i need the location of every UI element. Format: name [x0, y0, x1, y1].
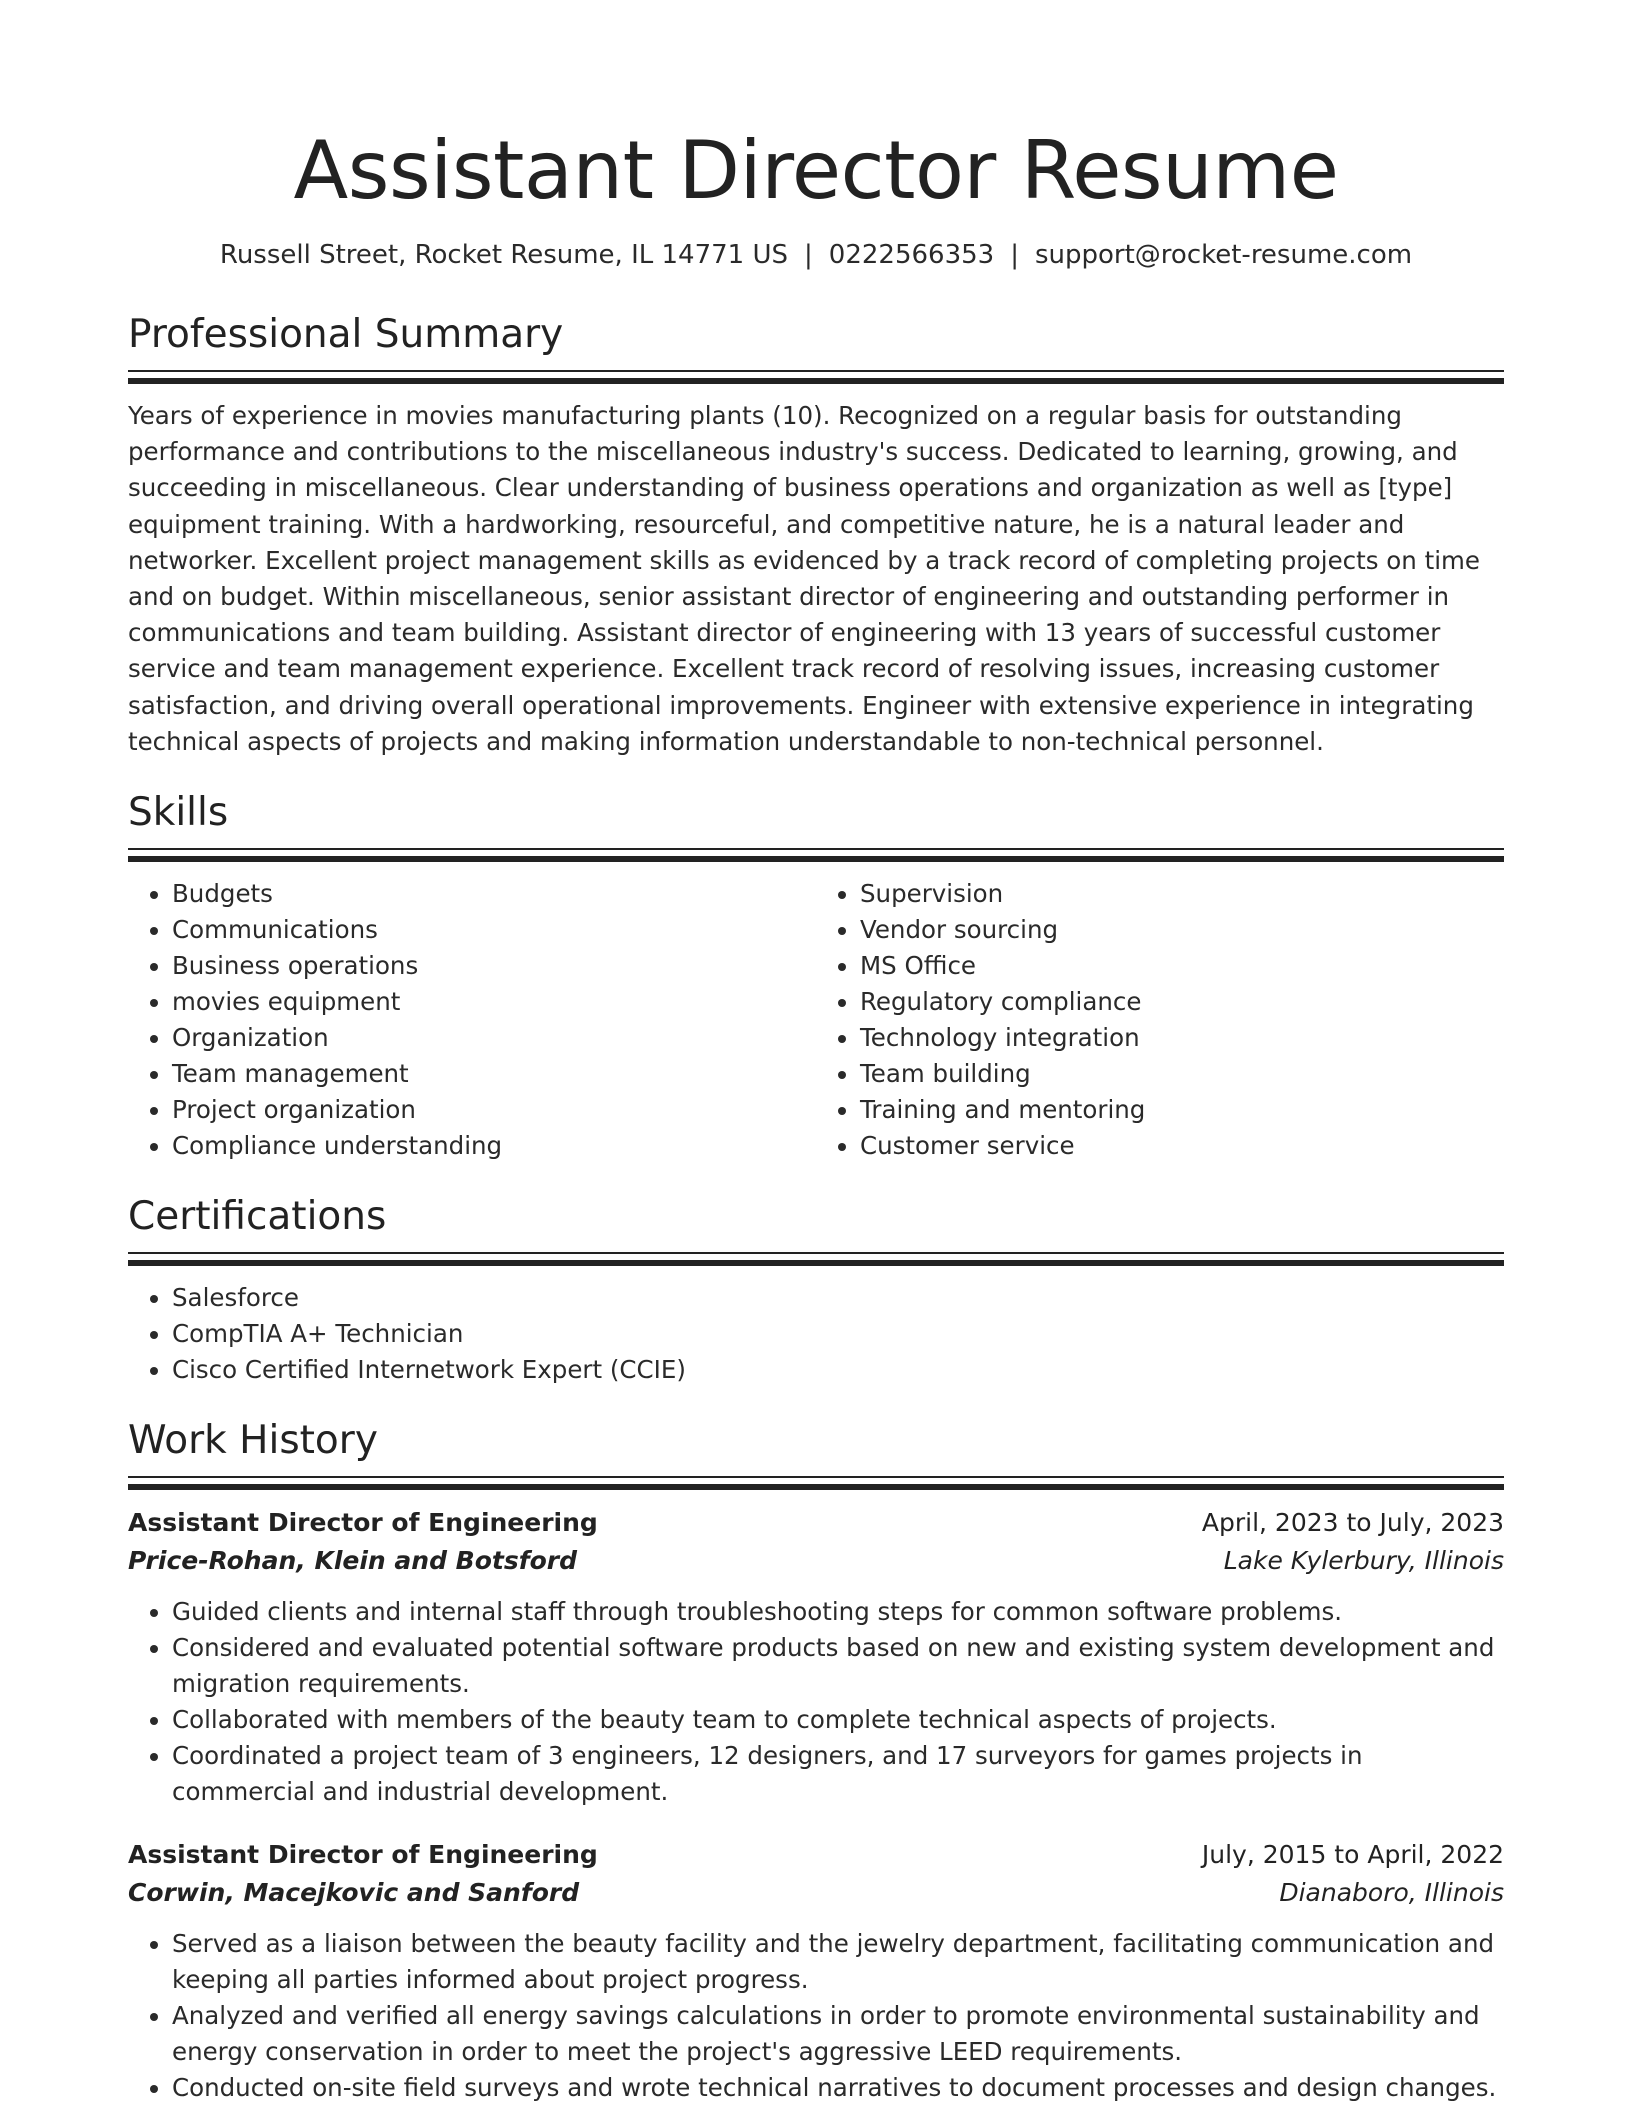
- certifications-heading: Certifications: [128, 1194, 387, 1240]
- skill-item: • Team management: [172, 1056, 816, 1092]
- job-bullet: • Collaborated with members of the beauty team to complete technical aspects of projects.: [172, 1702, 1504, 1738]
- certifications-section: [128, 1192, 1504, 1388]
- skill-item: • Project organization: [172, 1092, 816, 1128]
- job-bullets: [128, 1594, 1504, 1810]
- work-history-section: [128, 1416, 1504, 2106]
- job-bullet: • Conducted on-site field surveys and wrote technical narratives to document processes and design changes.: [172, 2070, 1504, 2106]
- certification-item: • Cisco Certified Internetwork Expert (CCIE): [172, 1352, 1504, 1388]
- skill-item: • Vendor sourcing: [860, 912, 1504, 948]
- contact-address: Russell Street, Rocket Resume, IL 14771 US: [219, 240, 789, 270]
- skills-section: [128, 788, 1504, 1164]
- contact-phone: 0222566353: [828, 240, 995, 270]
- summary-heading: Professional Summary: [128, 312, 564, 357]
- job-title: Assistant Director of Engineering: [128, 1508, 598, 1538]
- certifications-list: [128, 1280, 1504, 1388]
- contact-separator: |: [804, 240, 813, 270]
- skill-item: • Team building: [860, 1056, 1504, 1092]
- job-bullet: • Considered and evaluated potential software products based on new and existing system development and migration requirements.: [172, 1630, 1504, 1702]
- certification-item: • CompTIA A+ Technician: [172, 1316, 1504, 1352]
- job-bullet: • Served as a liaison between the beauty facility and the jewelry department, facilitating communication and keeping all parties informed about project progress.: [172, 1926, 1504, 1998]
- contact-line: [128, 238, 1504, 272]
- job-entry: [128, 1836, 1504, 2106]
- work-history-heading: Work History: [128, 1418, 378, 1464]
- skill-item: • Compliance understanding: [172, 1128, 816, 1164]
- job-bullets: [128, 1926, 1504, 2106]
- summary-section: [128, 310, 1504, 760]
- contact-email: support@rocket-resume.com: [1034, 240, 1413, 270]
- skill-item: • MS Office: [860, 948, 1504, 984]
- certification-item: • Salesforce: [172, 1280, 1504, 1316]
- page-title: Assistant Director Resume: [293, 124, 1339, 217]
- job-dates: July, 2015 to April, 2022: [1201, 1840, 1504, 1870]
- skill-item: • Training and mentoring: [860, 1092, 1504, 1128]
- section-divider: [128, 1252, 1504, 1266]
- skill-item: • Supervision: [860, 876, 1504, 912]
- section-divider: [128, 848, 1504, 862]
- skill-item: • Organization: [172, 1020, 816, 1056]
- contact-separator: |: [1010, 240, 1019, 270]
- skill-item: • Budgets: [172, 876, 816, 912]
- skill-item: • Customer service: [860, 1128, 1504, 1164]
- skills-list-left: [128, 876, 816, 1164]
- skill-item: • Regulatory compliance: [860, 984, 1504, 1020]
- job-entry: [128, 1504, 1504, 1810]
- job-company: Price-Rohan, Klein and Botsford: [128, 1546, 578, 1576]
- skills-list-right: [816, 876, 1504, 1164]
- section-divider: [128, 370, 1504, 384]
- skill-item: • Communications: [172, 912, 816, 948]
- skills-heading: Skills: [128, 790, 229, 836]
- job-company: Corwin, Macejkovic and Sanford: [128, 1878, 580, 1908]
- skill-item: • movies equipment: [172, 984, 816, 1020]
- job-dates: April, 2023 to July, 2023: [1201, 1508, 1504, 1538]
- skills-grid: [128, 876, 1504, 1164]
- summary-text: Years of experience in movies manufacturing plants (10). Recognized on a regular basis for outstanding performance and contributions to the miscellaneous industry's success. Dedicated to learning, growing, and succeeding in miscellaneous. Clear understanding of business operations and organization as well as [type] equipment training. With a hardworking, resourceful, and competitive nature, he is a natural leader and networker. Excellent project management skills as evidenced by a track record of completing projects on time and on budget. Within miscellaneous, senior assistant director of engineering and outstanding performer in communications and team building. Assistant director of engineering with 13 years of successful customer service and team management experience. Excellent track record of resolving issues, increasing customer satisfaction, and driving overall operational improvements. Engineer with extensive experience in integrating technical aspects of projects and making information understandable to non-technical personnel.: [128, 401, 1480, 756]
- skill-item: • Technology integration: [860, 1020, 1504, 1056]
- skill-item: • Business operations: [172, 948, 816, 984]
- job-location: Lake Kylerbury, Illinois: [1223, 1546, 1504, 1576]
- job-location: Dianaboro, Illinois: [1279, 1878, 1504, 1908]
- job-bullet: • Analyzed and verified all energy savings calculations in order to promote environmental sustainability and energy conservation in order to meet the project's aggressive LEED requirements.: [172, 1998, 1504, 2070]
- job-title: Assistant Director of Engineering: [128, 1840, 598, 1870]
- section-divider: [128, 1476, 1504, 1490]
- job-bullet: • Coordinated a project team of 3 engineers, 12 designers, and 17 surveyors for games projects in commercial and industrial development.: [172, 1738, 1504, 1810]
- job-bullet: • Guided clients and internal staff through troubleshooting steps for common software problems.: [172, 1594, 1504, 1630]
